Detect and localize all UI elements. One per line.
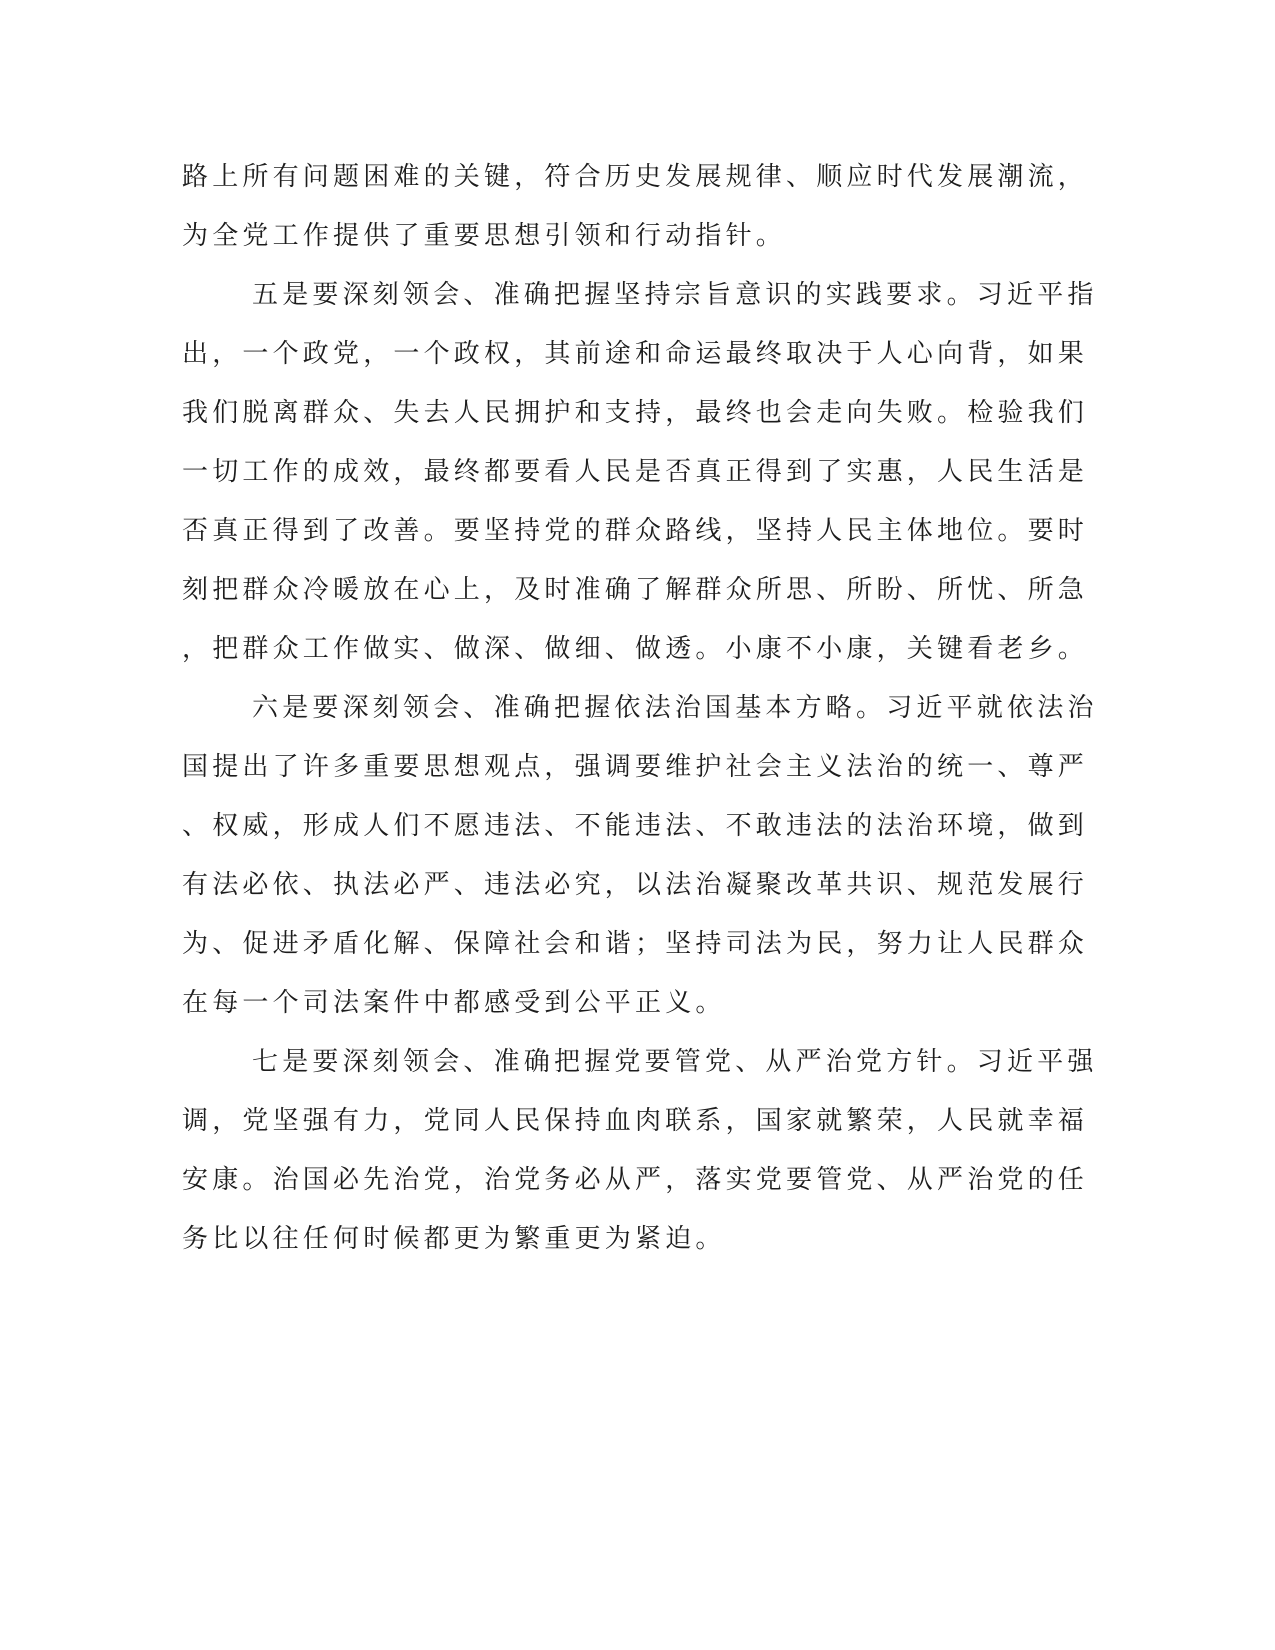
text-line: 为全党工作提供了重要思想引领和行动指针。 bbox=[182, 221, 787, 251]
paragraph-7-first-line: 七是要深刻领会、准确把握党要管党、从严治党方针。习近平强 bbox=[252, 1047, 1098, 1077]
text-line: 为、促进矛盾化解、保障社会和谐；坚持司法为民，努力让人民群众 bbox=[182, 929, 1089, 959]
text-line: 国提出了许多重要思想观点，强调要维护社会主义法治的统一、尊严 bbox=[182, 752, 1089, 782]
body-text bbox=[182, 148, 1098, 1269]
text-line: 在每一个司法案件中都感受到公平正义。 bbox=[182, 988, 726, 1018]
text-line: 、权威，形成人们不愿违法、不能违法、不敢违法的法治环境，做到 bbox=[182, 811, 1089, 841]
text-line: 否真正得到了改善。要坚持党的群众路线，坚持人民主体地位。要时 bbox=[182, 516, 1089, 546]
text-line: 务比以往任何时候都更为繁重更为紧迫。 bbox=[182, 1224, 726, 1254]
text-line: 调，党坚强有力，党同人民保持血肉联系，国家就繁荣，人民就幸福 bbox=[182, 1106, 1089, 1136]
paragraph-6-first-line: 六是要深刻领会、准确把握依法治国基本方略。习近平就依法治 bbox=[252, 693, 1098, 723]
text-line: 路上所有问题困难的关键，符合历史发展规律、顺应时代发展潮流， bbox=[182, 162, 1089, 192]
text-line: 安康。治国必先治党，治党务必从严，落实党要管党、从严治党的任 bbox=[182, 1165, 1089, 1195]
text-line: 一切工作的成效，最终都要看人民是否真正得到了实惠，人民生活是 bbox=[182, 457, 1089, 487]
text-line: 有法必依、执法必严、违法必究，以法治凝聚改革共识、规范发展行 bbox=[182, 870, 1089, 900]
text-line: 出，一个政党，一个政权，其前途和命运最终取决于人心向背，如果 bbox=[182, 339, 1089, 369]
text-line: 我们脱离群众、失去人民拥护和支持，最终也会走向失败。检验我们 bbox=[182, 398, 1089, 428]
text-line: 刻把群众冷暖放在心上，及时准确了解群众所思、所盼、所忧、所急 bbox=[182, 575, 1089, 605]
paragraph-5-first-line: 五是要深刻领会、准确把握坚持宗旨意识的实践要求。习近平指 bbox=[252, 280, 1098, 310]
text-line: ，把群众工作做实、做深、做细、做透。小康不小康，关键看老乡。 bbox=[182, 634, 1089, 664]
